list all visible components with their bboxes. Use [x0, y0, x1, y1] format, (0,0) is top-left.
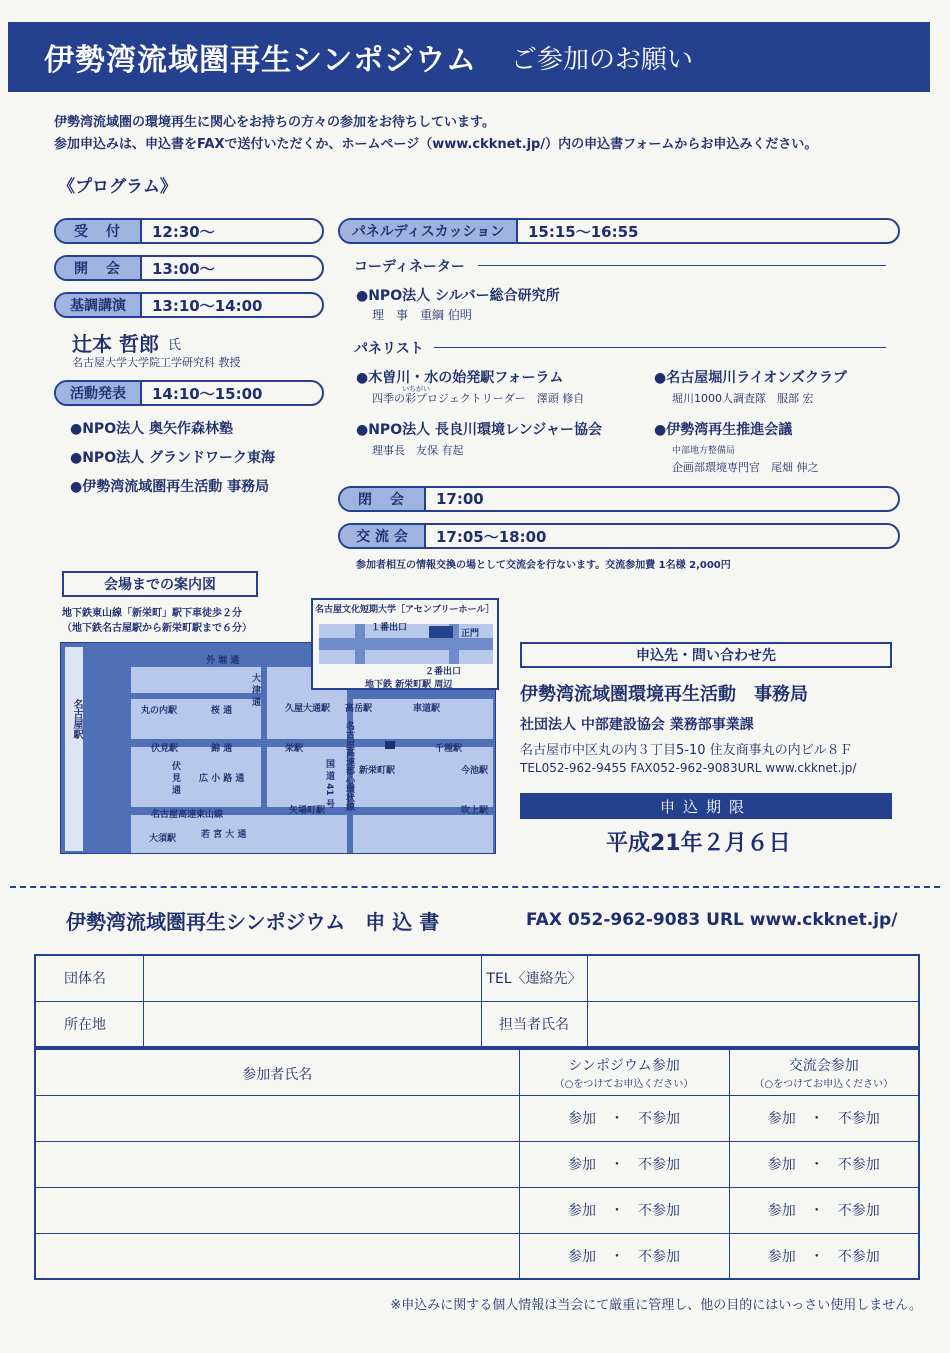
- form-title: 伊勢湾流域圏再生シンポジウム 申 込 書: [66, 910, 440, 934]
- map-label-yabacho: 矢場町駅: [289, 806, 326, 816]
- panelist-heading: パネリスト: [354, 341, 424, 357]
- map-label-kokudo: 国 道 41 号: [324, 759, 334, 808]
- activity-time: 14:10〜15:00: [152, 384, 263, 403]
- panelist-4-name2: 企画部環境専門官 尾畑 伸之: [672, 461, 819, 474]
- symposium-label: シンポジウム参加: [568, 1057, 680, 1074]
- contact-address: 名古屋市中区丸の内３丁目5-10 住友商事丸の内ビル８Ｆ: [520, 743, 853, 758]
- exchange-col-label: 交流会参加: [788, 1057, 859, 1074]
- contact-tel: TEL052-962-9455 FAX052-962-9083URL www.ckknet.jp/: [520, 761, 857, 775]
- symposium-note: （○をつけてお申込ください）: [554, 1078, 694, 1090]
- exchange-choice[interactable]: 参加 ・ 不参加: [729, 1187, 919, 1233]
- inset-road: [319, 638, 493, 650]
- symposium-choice[interactable]: 参加 ・ 不参加: [519, 1141, 729, 1187]
- intro-line-2: 参加申込みは、申込書をFAXで送付いただくか、ホームページ（www.ckknet.jp/）内の申込書フォームからお申込みください。: [54, 137, 818, 152]
- map-label-imaike: 今池駅: [461, 766, 489, 776]
- map-label-marunouchi: 丸の内駅: [141, 706, 178, 716]
- panel-time: 15:15〜16:55: [528, 222, 639, 241]
- map-label-wakamiya: 若 宮 大 通: [201, 830, 247, 840]
- inset-building: [429, 626, 453, 638]
- symposium-choice[interactable]: 参加 ・ 不参加: [519, 1095, 729, 1141]
- closing-pill: [338, 486, 900, 512]
- exchange-choice[interactable]: 参加 ・ 不参加: [729, 1141, 919, 1187]
- map-label-expressway-v: 名古屋高速都心環状線: [344, 721, 354, 811]
- contact-org: 伊勢湾流域圏環境再生活動 事務局: [520, 684, 808, 705]
- inset-gate: 正門: [461, 629, 480, 639]
- map-label-fushimi-dori: 伏 見 通: [170, 761, 180, 795]
- panelist-2-org: ●名古屋堀川ライオンズクラブ: [654, 370, 847, 386]
- panelist-1-name: 四季の彩プロジェクトリーダー 澤頭 修自: [372, 392, 585, 405]
- contact-dept: 社団法人 中部建設協会 業務部事業課: [520, 717, 754, 733]
- coordinator-org: ●NPO法人 シルバー総合研究所: [356, 288, 560, 304]
- inset-title: 名古屋文化短期大学［アセンブリーホール］: [315, 605, 495, 615]
- closing-label: 閉 会: [340, 488, 426, 510]
- exchange-pill: [338, 523, 900, 549]
- activity-label: 活動発表: [56, 382, 142, 404]
- map-label-osu: 大須駅: [149, 834, 177, 844]
- venue-inset-map: [311, 598, 499, 690]
- participant-header: 参加者氏名: [35, 1049, 519, 1095]
- program-heading: 《プログラム》: [58, 177, 177, 197]
- map-block: [353, 815, 493, 853]
- reception-time: 12:30〜: [152, 222, 215, 241]
- inset-exit-1: １番出口: [371, 623, 408, 633]
- panelist-rule: [434, 347, 886, 348]
- keynote-honorific: 氏: [168, 338, 182, 353]
- map-block: [353, 747, 493, 807]
- opening-label: 開 会: [56, 257, 142, 279]
- address-label: 所在地: [35, 1001, 143, 1047]
- deadline-date: 平成21年２月６日: [606, 831, 791, 856]
- coordinator-heading: コーディネーター: [354, 259, 465, 275]
- org-label: 団体名: [35, 955, 143, 1001]
- venue-marker-icon: [385, 741, 395, 749]
- map-station-strip: [65, 647, 83, 851]
- reception-label: 受 付: [56, 220, 142, 242]
- inset-exit-2: ２番出口: [425, 667, 462, 677]
- map-label-kurumamichi: 車道駅: [413, 704, 441, 714]
- tel-field[interactable]: [587, 955, 919, 1001]
- map-label-fukiage: 吹上駅: [461, 806, 489, 816]
- tel-label: TEL〈連絡先〉: [481, 955, 587, 1001]
- keynote-pill: [54, 292, 324, 318]
- inset-road: [355, 624, 365, 664]
- map-label-sotobori: 外 堀 通: [206, 656, 240, 666]
- symposium-choice[interactable]: 参加 ・ 不参加: [519, 1233, 729, 1279]
- opening-pill: [54, 255, 324, 281]
- exchange-note: 参加者相互の情報交換の場として交流会を行ないます。交流参加費 1名様 2,000円: [356, 560, 731, 571]
- symposium-header: [519, 1049, 729, 1095]
- map-label-sakae: 栄駅: [285, 744, 304, 754]
- panel-label: パネルディスカッション: [340, 220, 518, 242]
- exchange-choice[interactable]: 参加 ・ 不参加: [729, 1095, 919, 1141]
- symposium-choice[interactable]: 参加 ・ 不参加: [519, 1187, 729, 1233]
- deadline-bar: 申込期限: [520, 793, 892, 819]
- venue-access-1: 地下鉄東山線「新栄町」駅下車徒歩２分: [62, 608, 242, 619]
- participant-table: [34, 1048, 920, 1280]
- intro: [54, 112, 817, 156]
- activity-item-1: ●NPO法人 奥矢作森林塾: [70, 421, 233, 437]
- exchange-header: [729, 1049, 919, 1095]
- participant-name-field[interactable]: [35, 1141, 519, 1187]
- keynote-time: 13:10〜14:00: [152, 296, 263, 315]
- map-label-hisaya: 久屋大通駅: [285, 704, 331, 714]
- inset-caption: 地下鉄 新栄町駅 周辺: [365, 680, 453, 690]
- venue-access-2: （地下鉄名古屋駅から新栄町駅まで６分）: [62, 623, 252, 634]
- panelist-2-name: 堀川1000人調査隊 服部 宏: [672, 392, 814, 405]
- application-form: [34, 954, 920, 1048]
- map-label-nishiki: 錦 通: [211, 744, 233, 754]
- page-subtitle: ご参加のお願い: [510, 44, 693, 75]
- panel-pill: [338, 218, 900, 244]
- activity-pill: [54, 380, 324, 406]
- map-label-nagoya: 名古屋駅: [71, 699, 82, 739]
- panelist-3-org: ●NPO法人 長良川環境レンジャー協会: [356, 422, 602, 438]
- map-label-sakura: 桜 通: [211, 706, 233, 716]
- map-label-hirokoji: 広 小 路 通: [199, 774, 245, 784]
- coordinator-name: 理 事 重綱 伯明: [372, 308, 472, 322]
- panelist-3-name: 理事長 友保 有起: [372, 444, 464, 457]
- keynote-speaker: 辻本 哲郎: [72, 332, 159, 356]
- closing-time: 17:00: [436, 490, 484, 508]
- person-label: 担当者氏名: [481, 1001, 587, 1047]
- exchange-col-note: （○をつけてお申込ください）: [754, 1078, 894, 1090]
- participant-name-field[interactable]: [35, 1095, 519, 1141]
- exchange-time: 17:05〜18:00: [436, 527, 547, 546]
- address-field[interactable]: [143, 1001, 481, 1047]
- intro-line-1: 伊勢湾流域圏の環境再生に関心をお持ちの方々の参加をお待ちしています。: [54, 115, 495, 130]
- activity-item-2: ●NPO法人 グランドワーク東海: [70, 450, 275, 466]
- page-title: 伊勢湾流域圏再生シンポジウム: [44, 43, 477, 78]
- map-label-fushimi: 伏見駅: [151, 744, 179, 754]
- form-fax-url: FAX 052-962-9083 URL www.ckknet.jp/: [526, 910, 898, 930]
- panelist-4-org: ●伊勢湾再生推進会議: [654, 422, 793, 438]
- panelist-1-org: ●木曽川・水の始発駅フォーラム: [356, 370, 564, 386]
- map-label-chikusa: 千種駅: [435, 744, 463, 754]
- coordinator-rule: [478, 265, 886, 266]
- exchange-choice[interactable]: 参加 ・ 不参加: [729, 1233, 919, 1279]
- person-field[interactable]: [587, 1001, 919, 1047]
- map-label-expressway-h: 名古屋高速東山線: [151, 810, 224, 820]
- keynote-affiliation: 名古屋大学大学院工学研究科 教授: [72, 356, 241, 369]
- venue-heading: 会場までの案内図: [62, 571, 258, 597]
- keynote-label: 基調講演: [56, 294, 142, 316]
- panelist-4-name1: 中部地方整備局: [672, 446, 736, 456]
- privacy-note: ※申込みに関する個人情報は当会にて厳重に管理し、他の目的にはいっさい使用しません。: [390, 1298, 922, 1313]
- opening-time: 13:00〜: [152, 259, 215, 278]
- exchange-label: 交 流 会: [340, 525, 426, 547]
- activity-item-3: ●伊勢湾流域圏再生活動 事務局: [70, 479, 270, 495]
- map-label-takaoka: 高岳駅: [345, 704, 373, 714]
- cut-line: [10, 886, 940, 888]
- map-label-otsu: 大 津 通: [250, 673, 260, 707]
- map-label-shinsakae: 新栄町駅: [359, 766, 396, 776]
- panelist-1-ruby: いちがい: [402, 385, 430, 393]
- participant-name-field[interactable]: [35, 1233, 519, 1279]
- map-block: [131, 667, 261, 693]
- reception-pill: [54, 218, 324, 244]
- participant-name-field[interactable]: [35, 1187, 519, 1233]
- org-field[interactable]: [143, 955, 481, 1001]
- title-bar: [8, 22, 930, 92]
- contact-heading: 申込先・問い合わせ先: [520, 642, 892, 668]
